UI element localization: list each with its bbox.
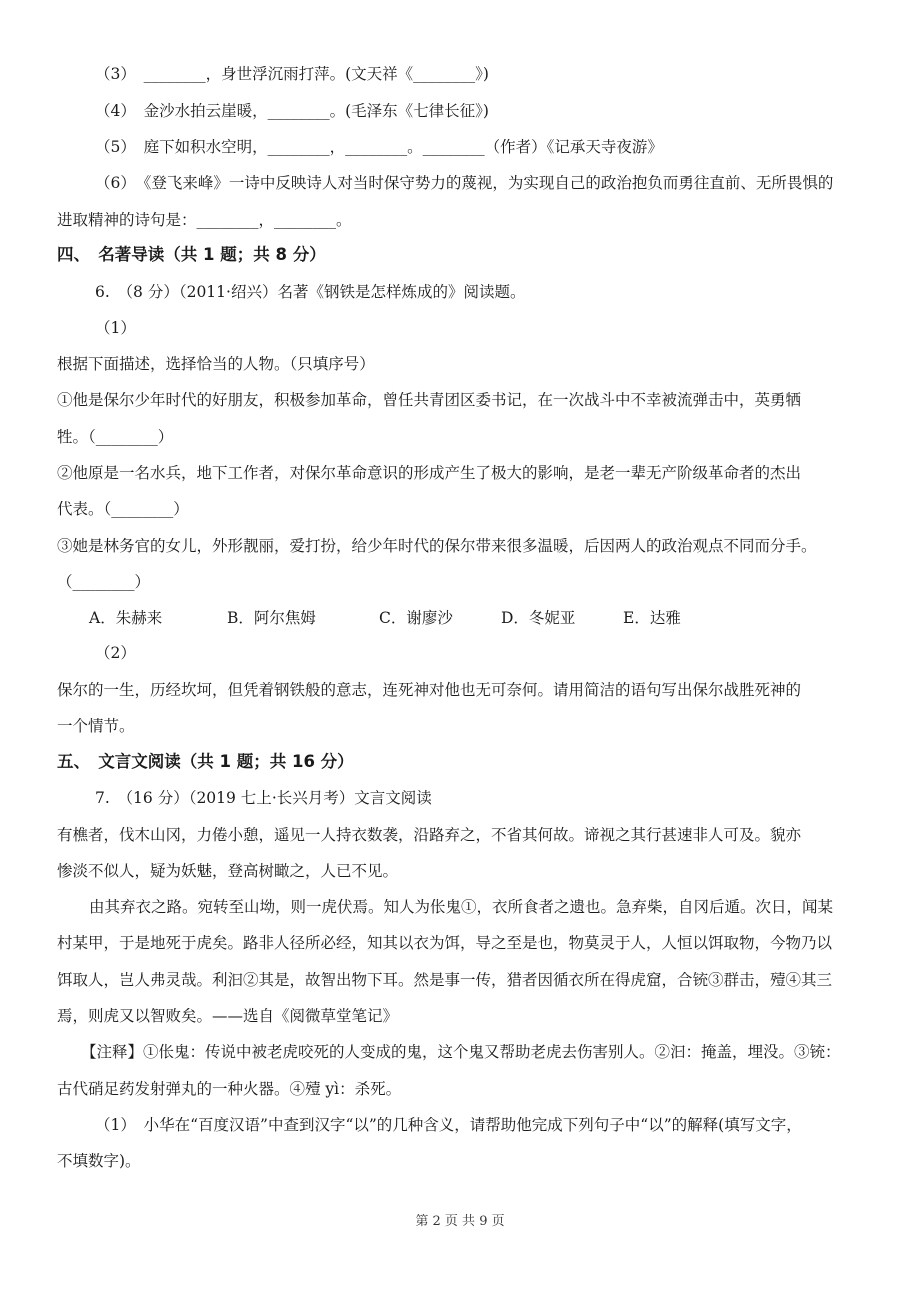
q7-sub1-cont: 不填数字)。 bbox=[57, 1152, 141, 1170]
q5-item-5: （5） 庭下如积水空明，________，________。________（作者）《记承天寺夜游》 bbox=[95, 138, 663, 156]
passage-line: 惨淡不似人，疑为妖魅，登高树瞰之，人已不见。 bbox=[57, 862, 399, 880]
passage-line: 由其弃衣之路。宛转至山坳，则一虎伏焉。知人为伥鬼①，衣所食者之遗也。急弃柴，自冈后遁。次日，闻某 bbox=[89, 898, 834, 916]
option-e: E．达雅 bbox=[623, 609, 681, 627]
q6-sub2-prompt-cont: 一个情节。 bbox=[57, 717, 135, 735]
passage-line: 村某甲，于是地死于虎矣。路非人径所必经，知其以衣为饵，导之至是也，物莫灵于人，人恒以饵取物，今物乃以 bbox=[57, 934, 833, 952]
option-d: D．冬妮亚 bbox=[501, 609, 576, 627]
section-5-heading: 五、 文言文阅读（共 1 题；共 16 分） bbox=[57, 752, 354, 771]
passage-line: 焉，则虎又以智败矣。——选自《阅微草堂笔记》 bbox=[57, 1007, 399, 1025]
q5-item-6-cont: 进取精神的诗句是：________，________。 bbox=[57, 211, 352, 229]
q6-desc-3: ③她是林务官的女儿，外形靓丽，爱打扮，给少年时代的保尔带来很多温暖，后因两人的政治观点不同而分手。 bbox=[57, 537, 817, 555]
annotation-line: 古代硝足药发射弹丸的一种火器。④殪 yì：杀死。 bbox=[57, 1080, 402, 1098]
q6-desc-2: ②他原是一名水兵，地下工作者，对保尔革命意识的形成产生了极大的影响，是老一辈无产阶级革命者的杰出 bbox=[57, 464, 802, 482]
q6-desc-3-cont: （________） bbox=[57, 573, 151, 591]
q6-sub1-label: （1） bbox=[95, 319, 136, 337]
option-c: C．谢廖沙 bbox=[379, 609, 453, 627]
q6-stem: 6. （8 分）（2011·绍兴）名著《钢铁是怎样炼成的》阅读题。 bbox=[95, 283, 526, 301]
q7-sub1: （1） 小华在“百度汉语”中查到汉字“以”的几种含义，请帮助他完成下列句子中“以”的解释(填写文字， bbox=[95, 1116, 802, 1134]
annotation-line: 【注释】①伥鬼：传说中被老虎咬死的人变成的鬼，这个鬼又帮助老虎去伤害别人。②汩：掩盖，埋没。③铳： bbox=[81, 1043, 841, 1061]
q6-desc-2-cont: 代表。（________） bbox=[57, 500, 189, 518]
q6-desc-1-cont: 牲。（________） bbox=[57, 428, 174, 446]
q5-item-6: （6） 《登飞来峰》一诗中反映诗人对当时保守势力的蔑视，为实现自己的政治抱负而勇往直前、无所畏惧的 bbox=[95, 174, 834, 192]
q5-item-3: （3） ________，身世浮沉雨打萍。(文天祥《________》) bbox=[95, 65, 489, 83]
passage-line: 有樵者，伐木山冈，力倦小憩，遥见一人持衣数袭，沿路弃之，不省其何故。谛视之其行甚速非人可及。貌亦 bbox=[57, 826, 802, 844]
q5-item-4: （4） 金沙水拍云崖暖，________。(毛泽东《七律长征》) bbox=[95, 102, 489, 120]
section-4-heading: 四、 名著导读（共 1 题；共 8 分） bbox=[57, 245, 326, 264]
q6-options bbox=[89, 608, 681, 628]
q6-sub1-instruction: 根据下面描述，选择恰当的人物。（只填序号） bbox=[57, 355, 375, 373]
q6-sub2-prompt: 保尔的一生，历经坎坷，但凭着钢铁般的意志，连死神对他也无可奈何。请用简洁的语句写出保尔战胜死神的 bbox=[57, 681, 802, 699]
option-a: A．朱赫来 bbox=[89, 609, 163, 627]
q7-stem: 7. （16 分）（2019 七上·长兴月考）文言文阅读 bbox=[95, 789, 432, 807]
option-b: B．阿尔焦姆 bbox=[227, 609, 316, 627]
passage-line: 饵取人，岂人弗灵哉。利汩②其是，故智出物下耳。然是事一传，猎者因循衣所在得虎窟，合铳③群击，殪④其三 bbox=[57, 971, 833, 989]
q6-sub2-label: （2） bbox=[95, 644, 136, 662]
page-footer: 第 2 页 共 9 页 bbox=[415, 1214, 505, 1229]
q6-desc-1: ①他是保尔少年时代的好朋友，积极参加革命，曾任共青团区委书记，在一次战斗中不幸被流弹击中，英勇牺 bbox=[57, 391, 802, 409]
